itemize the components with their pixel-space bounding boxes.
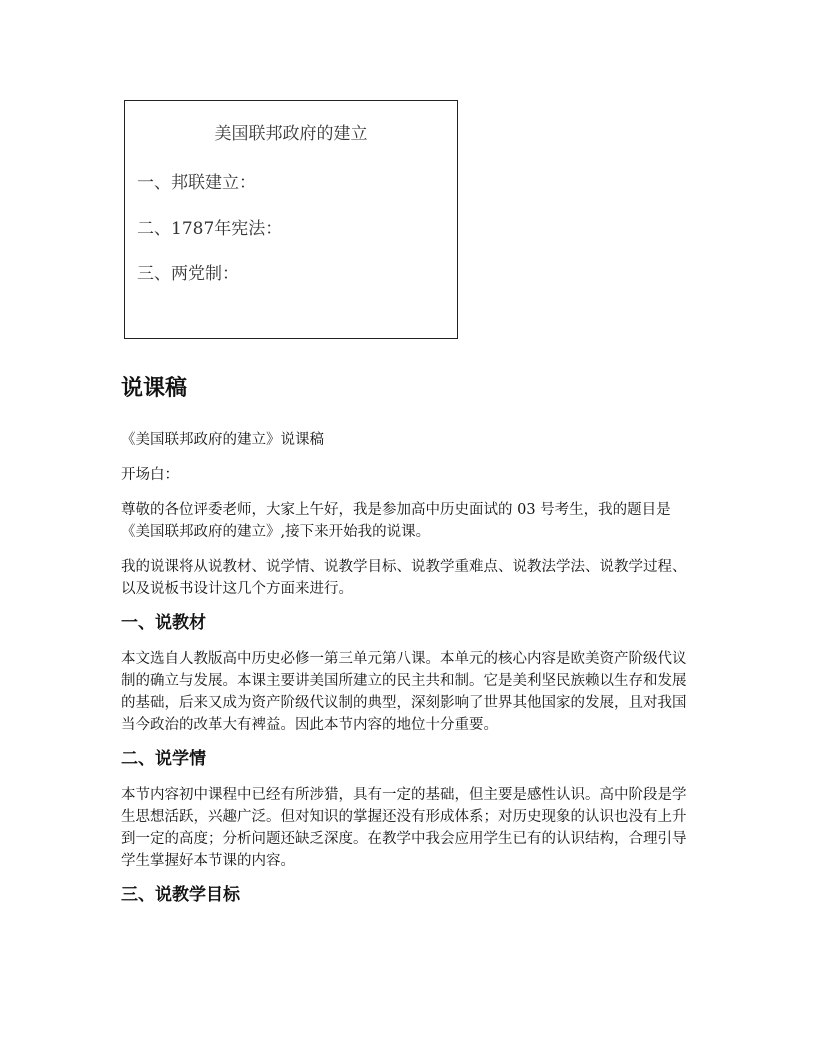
opening-label: 开场白： — [121, 467, 179, 483]
section-heading-textbook: 一、说教材 — [121, 613, 206, 633]
board-title: 美国联邦政府的建立 — [214, 124, 368, 144]
board-item-constitution: 二、1787年宪法： — [137, 219, 283, 239]
board-item-two-party: 三、两党制： — [137, 264, 239, 284]
section-heading-objectives: 三、说教学目标 — [121, 885, 240, 905]
document-title: 说课稿 — [121, 376, 188, 401]
section-body-textbook: 本文选自人教版高中历史必修一第三单元第八课。本单元的核心内容是欧美资产阶级代议制的确立与发展。本课主要讲美国所建立的民主共和制。它是美利坚民族赖以生存和发展的基础，后来又成为资产阶级代议制的典型，深刻影响了世界其他国家的发展，且对我国当今政治的改革大有裨益。因此本节内容的地位十分重要。 — [121, 651, 687, 733]
board-item-confederation: 一、邦联建立： — [137, 173, 256, 193]
document-subtitle: 《美国联邦政府的建立》说课稿 — [121, 432, 324, 448]
blackboard-design-box — [124, 100, 458, 339]
opening-paragraph: 尊敬的各位评委老师，大家上午好，我是参加高中历史面试的 03 号考生，我的题目是《美国联邦政府的建立》,接下来开始我的说课。 — [121, 502, 671, 540]
section-body-students: 本节内容初中课程中已经有所涉猎，具有一定的基础，但主要是感性认识。高中阶段是学生思想活跃，兴趣广泛。但对知识的掌握还没有形成体系；对历史现象的认识也没有上升到一定的高度；分析问题还缺乏深度。在教学中我会应用学生已有的认识结构，合理引导学生掌握好本节课的内容。 — [121, 787, 687, 869]
overview-paragraph: 我的说课将从说教材、说学情、说教学目标、说教学重难点、说教法学法、说教学过程、以及说板书设计这几个方面来进行。 — [121, 559, 687, 597]
document-body — [121, 371, 697, 908]
section-heading-students: 二、说学情 — [121, 749, 206, 769]
